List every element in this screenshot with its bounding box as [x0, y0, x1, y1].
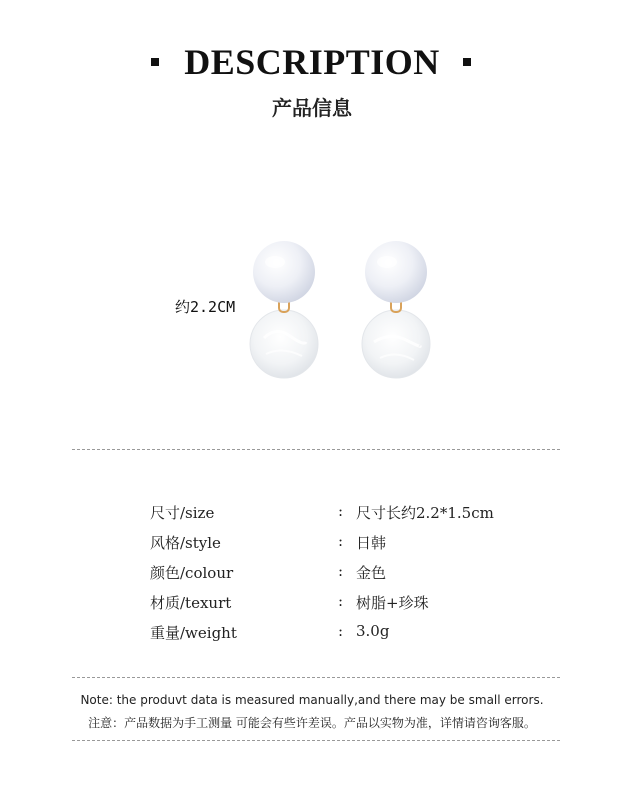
earring-icon — [356, 238, 436, 388]
page-title: DESCRIPTION — [184, 42, 440, 82]
divider — [72, 449, 560, 450]
size-label: 约2.2CM — [175, 298, 236, 316]
spec-label: 材质/texurt — [150, 594, 232, 612]
spec-label: 风格/style — [150, 534, 221, 552]
product-image — [0, 230, 624, 390]
note-english: Note: the produvt data is measured manually,and there may be small errors. — [80, 693, 544, 707]
spec-row-style — [0, 530, 624, 554]
spec-label: 颜色/colour — [150, 564, 234, 582]
note-chinese: 注意：产品数据为手工测量 可能会有些许差误。产品以实物为准，详情请咨询客服。 — [88, 716, 536, 730]
spec-value: 尺寸长约2.2*1.5cm — [356, 504, 494, 522]
spec-value: 金色 — [356, 564, 387, 582]
spec-label: 重量/weight — [150, 624, 237, 642]
earring-icon — [244, 238, 324, 388]
spec-colon: : — [338, 622, 344, 640]
spec-colon: : — [338, 562, 344, 580]
spec-value: 日韩 — [356, 534, 387, 552]
spec-colon: : — [338, 502, 344, 520]
spec-colon: : — [338, 592, 344, 610]
divider — [72, 740, 560, 741]
spec-label: 尺寸/size — [150, 504, 215, 522]
spec-value: 树脂+珍珠 — [356, 594, 429, 612]
divider — [72, 677, 560, 678]
page-subtitle: 产品信息 — [272, 96, 352, 120]
spec-row-colour — [0, 560, 624, 584]
spec-row-size — [0, 500, 624, 524]
spec-row-material — [0, 590, 624, 614]
header — [0, 40, 624, 84]
square-bullet-icon — [463, 58, 471, 66]
spec-value: 3.0g — [356, 622, 390, 640]
spec-row-weight — [0, 620, 624, 644]
spec-colon: : — [338, 532, 344, 550]
